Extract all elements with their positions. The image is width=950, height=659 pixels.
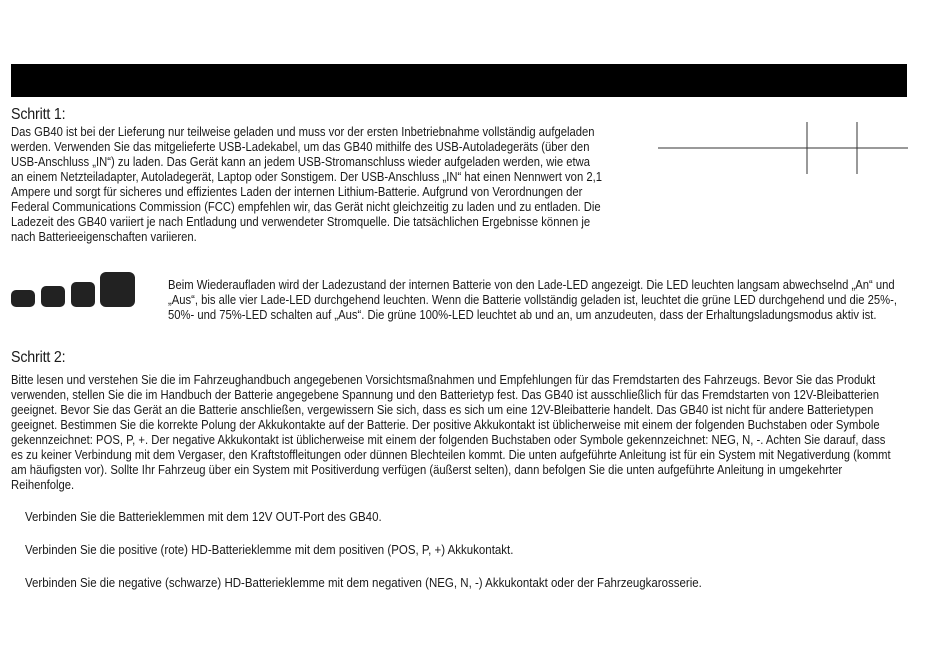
instruction-connect-port: Verbinden Sie die Batterieklemmen mit dem 12V OUT-Port des GB40. bbox=[25, 510, 382, 524]
led-info-text: Beim Wiederaufladen wird der Ladezustand der internen Batterie von den Lade-LED angezeigt. Die LED leuchten langsam abwechselnd „An“ und „Aus“, bis alle vier Lade-LED durchgehend leuchten. Wenn die Batterie vollständig geladen ist, leuchtet die grüne LED durchgehend und die 25%-, 50%- und 75%-LED schalten auf „Aus“. Die grüne 100%-LED leuchtet ab und an, um anzudeuten, dass der Erhaltungsladungsmodus aktiv ist. bbox=[168, 278, 898, 322]
led-25-icon bbox=[11, 290, 35, 307]
step2-heading: Schritt 2: bbox=[11, 349, 66, 366]
led-75-icon bbox=[71, 282, 95, 307]
led-50-icon bbox=[41, 286, 65, 307]
crosshair-lines bbox=[656, 122, 910, 176]
led-100-icon bbox=[100, 272, 135, 307]
step1-heading: Schritt 1: bbox=[11, 106, 66, 123]
instruction-connect-positive: Verbinden Sie die positive (rote) HD-Batterieklemme mit dem positiven (POS, P, +) Akkukontakt. bbox=[25, 543, 514, 557]
instruction-connect-negative: Verbinden Sie die negative (schwarze) HD-Batterieklemme mit dem negativen (NEG, N, -) Akkukontakt oder der Fahrzeugkarosserie. bbox=[25, 576, 702, 590]
header-bar bbox=[11, 64, 907, 97]
step1-text: Das GB40 ist bei der Lieferung nur teilweise geladen und muss vor der ersten Inbetriebnahme vollständig aufgeladen werden. Verwenden Sie das mitgelieferte USB-Ladekabel, um das GB40 mithilfe des USB-Autoladegeräts (über den USB-Anschluss „IN“) zu laden. Das Gerät kann an jedem USB-Stromanschluss wieder aufgeladen werden, wie etwa an einem Netzteiladapter, Autoladegerät, Laptop oder Sonstigem. Der USB-Anschluss „IN“ hat einen Nennwert von 2,1 Ampere und sorgt für sicheres und effizientes Laden der internen Lithium-Batterie. Aufgrund von Verordnungen der Federal Communications Commission (FCC) empfehlen wir, das Gerät nicht gleichzeitig zu laden und zu entladen. Die Ladezeit des GB40 variiert je nach Entladung und verwendeter Stromquelle. Die tatsächlichen Ergebnisse können je nach Batterieeigenschaften variieren. bbox=[11, 125, 602, 244]
step2-text: Bitte lesen und verstehen Sie die im Fahrzeughandbuch angegebenen Vorsichtsmaßnahmen und Empfehlungen für das Fremdstarten des Fahrzeugs. Bevor Sie das Produkt verwenden, stellen Sie die im Handbuch der Batterie angegebene Spannung und den Batterietyp fest. Das GB40 ist ausschließlich für das Fremdstarten von 12V-Bleibatterien geeignet. Bevor Sie das Gerät an die Batterie anschließen, vergewissern Sie sich, dass es sich um eine 12V-Bleibatterie handelt. Das GB40 ist nicht für andere Batterietypen geeignet. Bestimmen Sie die korrekte Polung der Akkukontakte auf der Batterie. Der positive Akkukontakt ist üblicherweise mit einem der folgenden Buchstaben oder Symbole gekennzeichnet: POS, P, +. Der negative Akkukontakt ist üblicherweise mit einem der folgenden Buchstaben oder Symbole gekennzeichnet: NEG, N, -. Achten Sie darauf, dass es zu keiner Verbindung mit dem Vergaser, den Kraftstoffleitungen oder dünnen Blechteilen kommt. Die unten aufgeführte Anleitung ist für ein System mit Negativerdung (kommt am häufigsten vor). Sollte Ihr Fahrzeug über ein System mit Positiverdung verfügen (äußerst selten), dann befolgen Sie die unten aufgeführte Anleitung in umgekehrter Reihenfolge. bbox=[11, 373, 891, 492]
battery-level-icons bbox=[10, 271, 138, 311]
